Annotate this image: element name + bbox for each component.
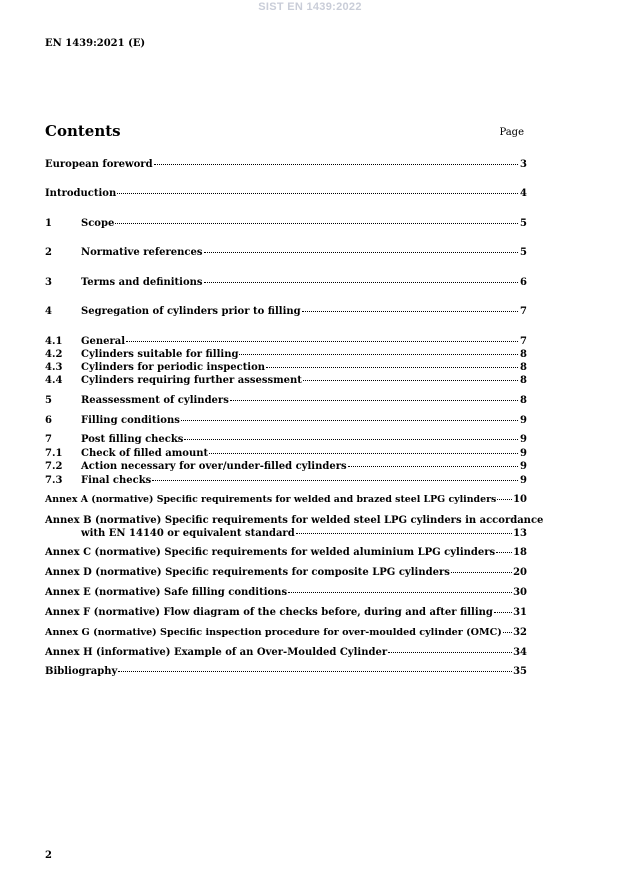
toc-entry-reassessment[interactable] bbox=[45, 394, 527, 407]
toc-entry-page: 9 bbox=[520, 415, 527, 426]
toc-entry-number: 4.4 bbox=[45, 375, 63, 386]
watermark: SIST EN 1439:2022 bbox=[258, 1, 362, 13]
toc-entry-page: 9 bbox=[520, 434, 527, 445]
toc-entry-normative-references[interactable] bbox=[45, 246, 527, 259]
toc-entry-terms-and-definitions[interactable] bbox=[45, 276, 527, 289]
toc-entry-title-continued: with EN 14140 or equivalent standard bbox=[81, 528, 295, 539]
toc-entry-title: Terms and definitions bbox=[81, 277, 203, 288]
dot-leader bbox=[209, 453, 518, 454]
toc-entry-title: Annex E (normative) Safe filling conditions bbox=[45, 587, 288, 598]
toc-entry-page: 8 bbox=[520, 349, 527, 360]
dot-leader bbox=[154, 164, 518, 165]
toc-entry-number: 4.2 bbox=[45, 349, 63, 360]
dot-leader bbox=[117, 193, 518, 194]
page-number: 2 bbox=[45, 850, 52, 861]
toc-entry-page: 5 bbox=[520, 247, 527, 258]
toc-entry-page: 7 bbox=[520, 336, 527, 347]
toc-entry-title: Cylinders for periodic inspection bbox=[81, 362, 266, 373]
dot-leader bbox=[152, 480, 518, 481]
toc-entry-segregation[interactable] bbox=[45, 305, 527, 318]
toc-entry-check-filled-amount[interactable] bbox=[45, 447, 527, 460]
toc-entry-title: Cylinders suitable for filling bbox=[81, 349, 239, 360]
toc-entry-title: Annex C (normative) Specific requirements for welded aluminium LPG cylinders bbox=[45, 547, 496, 558]
dot-leader bbox=[204, 252, 519, 253]
dot-leader bbox=[204, 282, 518, 283]
toc-entry-title: Filling conditions bbox=[81, 415, 180, 426]
toc-entry-number: 7.3 bbox=[45, 475, 63, 486]
toc-entry-title: Check of filled amount bbox=[81, 448, 209, 459]
toc-entry-number: 7.2 bbox=[45, 461, 63, 472]
dot-leader bbox=[388, 652, 512, 653]
toc-entry-title: Annex G (normative) Specific inspection procedure for over-moulded cylinder (OMC) bbox=[45, 627, 502, 638]
toc-entry-number: 5 bbox=[45, 395, 52, 406]
toc-entry-periodic-inspection[interactable] bbox=[45, 361, 527, 374]
toc-entry-title: General bbox=[81, 336, 126, 347]
dot-leader bbox=[497, 499, 512, 500]
toc-entry-introduction[interactable] bbox=[45, 187, 527, 200]
page-column-label: Page bbox=[499, 127, 524, 138]
toc-entry-title: Segregation of cylinders prior to filling bbox=[81, 306, 301, 317]
dot-leader bbox=[239, 354, 518, 355]
toc-entry-number: 3 bbox=[45, 277, 52, 288]
toc-entry-page: 35 bbox=[513, 666, 527, 677]
toc-entry-title: Annex D (normative) Specific requirements for composite LPG cylinders bbox=[45, 567, 450, 578]
toc-entry-annex-d[interactable] bbox=[45, 566, 527, 579]
dot-leader bbox=[348, 466, 518, 467]
toc-entry-page: 13 bbox=[513, 528, 527, 539]
dot-leader bbox=[302, 311, 518, 312]
toc-entry-title: Action necessary for over/under-filled cylinders bbox=[81, 461, 347, 472]
toc-entry-number: 6 bbox=[45, 415, 52, 426]
dot-leader bbox=[266, 367, 518, 368]
dot-leader bbox=[230, 400, 518, 401]
toc-entry-post-filling-checks[interactable] bbox=[45, 433, 527, 446]
toc-entry-scope[interactable] bbox=[45, 217, 527, 230]
toc-entry-page: 8 bbox=[520, 395, 527, 406]
dot-leader bbox=[451, 572, 512, 573]
toc-entry-bibliography[interactable] bbox=[45, 665, 527, 678]
toc-entry-page: 8 bbox=[520, 362, 527, 373]
dot-leader bbox=[288, 592, 512, 593]
toc-entry-european-foreword[interactable] bbox=[45, 158, 527, 171]
dot-leader bbox=[184, 439, 518, 440]
toc-entry-title: Introduction bbox=[45, 188, 117, 199]
toc-entry-title: European foreword bbox=[45, 159, 153, 170]
toc-entry-page: 32 bbox=[513, 627, 527, 638]
dot-leader bbox=[118, 671, 512, 672]
toc-entry-page: 3 bbox=[520, 159, 527, 170]
toc-entry-filling-conditions[interactable] bbox=[45, 414, 527, 427]
dot-leader bbox=[503, 632, 512, 633]
dot-leader bbox=[181, 420, 518, 421]
toc-entry-page: 18 bbox=[513, 547, 527, 558]
dot-leader bbox=[115, 223, 518, 224]
toc-entry-annex-f[interactable] bbox=[45, 606, 527, 619]
toc-entry-title: Annex H (informative) Example of an Over-Moulded Cylinder bbox=[45, 647, 388, 658]
toc-entry-page: 7 bbox=[520, 306, 527, 317]
toc-entry-number: 7 bbox=[45, 434, 52, 445]
toc-entry-page: 6 bbox=[520, 277, 527, 288]
toc-entry-page: 9 bbox=[520, 461, 527, 472]
toc-entry-annex-b[interactable] bbox=[45, 514, 544, 540]
toc-entry-page: 8 bbox=[520, 375, 527, 386]
toc-entry-annex-c[interactable] bbox=[45, 546, 527, 559]
toc-entry-page: 34 bbox=[513, 647, 527, 658]
dot-leader bbox=[296, 533, 512, 534]
dot-leader bbox=[494, 612, 512, 613]
toc-entry-page: 30 bbox=[513, 587, 527, 598]
toc-entry-title: Post filling checks bbox=[81, 434, 184, 445]
toc-entry-cylinders-suitable[interactable] bbox=[45, 348, 527, 361]
toc-entry-page: 10 bbox=[513, 494, 527, 505]
toc-entry-page: 4 bbox=[520, 188, 527, 199]
contents-heading: Contents bbox=[45, 122, 121, 140]
toc-entry-number: 7.1 bbox=[45, 448, 63, 459]
toc-entry-number: 2 bbox=[45, 247, 52, 258]
document-id: EN 1439:2021 (E) bbox=[45, 38, 146, 49]
toc-entry-title: Annex A (normative) Specific requirements for welded and brazed steel LPG cylinders bbox=[45, 494, 497, 505]
toc-entry-final-checks[interactable] bbox=[45, 474, 527, 487]
dot-leader bbox=[496, 552, 512, 553]
toc-entry-title: Cylinders requiring further assessment bbox=[81, 375, 302, 386]
toc-entry-number: 4.3 bbox=[45, 362, 63, 373]
toc-entry-number: 4.1 bbox=[45, 336, 63, 347]
toc-entry-title: Reassessment of cylinders bbox=[81, 395, 229, 406]
toc-entry-title: Annex F (normative) Flow diagram of the checks before, during and after filling bbox=[45, 607, 493, 618]
toc-entry-action-necessary[interactable] bbox=[45, 460, 527, 473]
toc-entry-page: 31 bbox=[513, 607, 527, 618]
dot-leader bbox=[126, 341, 518, 342]
toc-entry-title: Final checks bbox=[81, 475, 152, 486]
toc-entry-page: 5 bbox=[520, 218, 527, 229]
toc-entry-page: 9 bbox=[520, 448, 527, 459]
toc-entry-annex-g[interactable] bbox=[45, 626, 527, 639]
toc-entry-title: Annex B (normative) Specific requirements for welded steel LPG cylinders in accordance bbox=[45, 515, 544, 526]
toc-entry-annex-a[interactable] bbox=[45, 493, 527, 506]
toc-entry-annex-e[interactable] bbox=[45, 586, 527, 599]
toc-entry-number: 4 bbox=[45, 306, 52, 317]
toc-entry-general[interactable] bbox=[45, 335, 527, 348]
dot-leader bbox=[303, 380, 518, 381]
toc-entry-title: Scope bbox=[81, 218, 115, 229]
toc-entry-page: 20 bbox=[513, 567, 527, 578]
toc-entry-annex-h[interactable] bbox=[45, 646, 527, 659]
toc-entry-title: Normative references bbox=[81, 247, 203, 258]
toc-entry-title: Bibliography bbox=[45, 666, 118, 677]
toc-entry-number: 1 bbox=[45, 218, 52, 229]
toc-entry-page: 9 bbox=[520, 475, 527, 486]
toc-entry-further-assessment[interactable] bbox=[45, 374, 527, 387]
